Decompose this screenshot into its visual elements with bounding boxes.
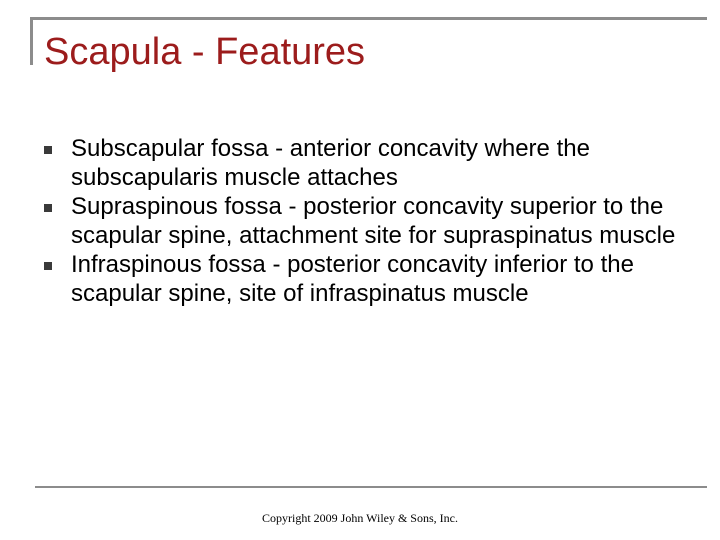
bullet-item-supraspinous-fossa: [44, 192, 684, 250]
copyright-footer: [0, 511, 720, 526]
bullet-text: Infraspinous fossa - posterior concavity inferior to the scapular spine, site of infraspinatus muscle: [71, 251, 634, 307]
square-bullet-icon: [44, 204, 52, 212]
bullet-item-infraspinous-fossa: [44, 250, 684, 308]
bullet-list: [44, 134, 684, 308]
footer-divider: [35, 486, 707, 488]
bullet-text: Subscapular fossa - anterior concavity where the subscapularis muscle attaches: [71, 135, 590, 191]
bullet-text: Supraspinous fossa - posterior concavity superior to the scapular spine, attachment site for supraspinatus muscle: [71, 193, 676, 249]
bullet-item-subscapular-fossa: [44, 134, 684, 192]
copyright-text: Copyright 2009 John Wiley & Sons, Inc.: [262, 511, 458, 525]
title-frame-top-line: [30, 17, 707, 20]
slide-title: Scapula - Features: [44, 31, 366, 73]
title-frame-left-line: [30, 17, 33, 65]
square-bullet-icon: [44, 262, 52, 270]
square-bullet-icon: [44, 146, 52, 154]
